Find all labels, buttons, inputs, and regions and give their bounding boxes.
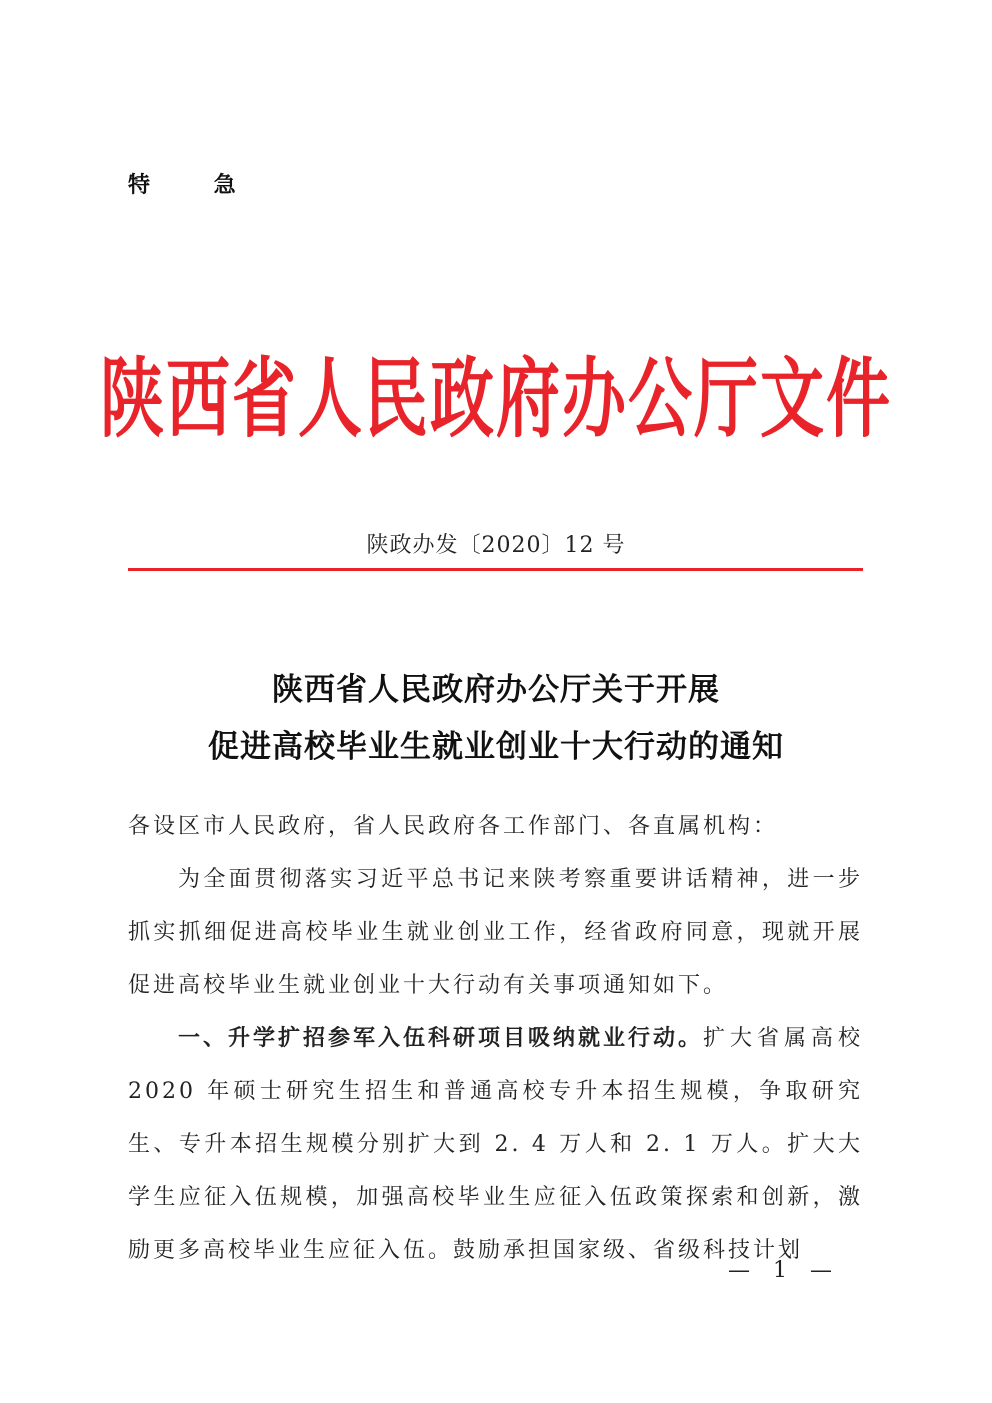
issuer-banner: 陕西省人民政府办公厅文件 — [100, 350, 892, 451]
document-number: 陕政办发〔2020〕12 号 — [366, 533, 626, 558]
addressee: 各设区市人民政府，省人民政府各工作部门、各直属机构： — [128, 814, 779, 839]
document-title-line2: 促进高校毕业生就业创业十大行动的通知 — [208, 729, 784, 765]
intro-paragraph: 为全面贯彻落实习近平总书记来陕考察重要讲话精神，进一步抓实抓细促进高校毕业生就业创业工作，经省政府同意，现就开展促进高校毕业生就业创业十大行动有关事项通知如下。 — [128, 867, 863, 998]
page-number: — 1 — — [728, 1258, 840, 1283]
section-1-paragraph — [128, 1012, 863, 1277]
section-1-text: 扩大省属高校 2020 年硕士研究生招生和普通高校专升本招生规模，争取研究生、专升本招生规模分别扩大到 2. 4 万人和 2. 1 万人。扩大大学生应征入伍规模，加强高校毕业生应征入伍政策探索和创新，激励更多高校毕业生应征入伍。鼓励承担国家级、省级科技计划 — [128, 1026, 863, 1263]
red-divider — [128, 568, 863, 571]
section-1-heading: 一、升学扩招参军入伍科研项目吸纳就业行动。 — [178, 1026, 703, 1051]
document-title-line1: 陕西省人民政府办公厅关于开展 — [272, 672, 720, 708]
urgency-label: 特 急 — [128, 173, 264, 198]
document-body — [128, 800, 863, 1277]
